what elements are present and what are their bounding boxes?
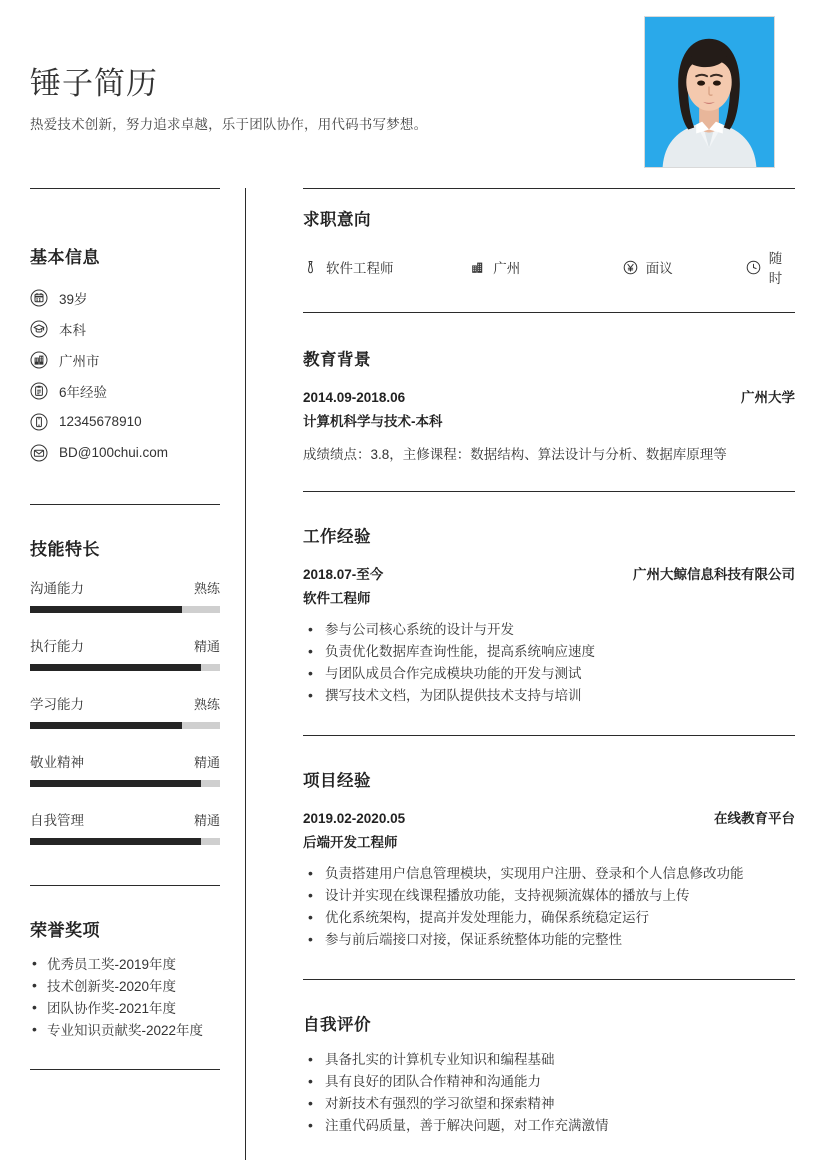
clock-icon bbox=[746, 260, 761, 275]
sidebar-divider-3 bbox=[30, 1069, 220, 1070]
section-title-project: 项目经验 bbox=[303, 772, 371, 790]
list-item: • 参与前后端接口对接，保证系统整体功能的完整性 bbox=[303, 929, 795, 951]
skill-name: 敬业精神 bbox=[30, 755, 84, 770]
list-item: • 具备扎实的计算机专业知识和编程基础 bbox=[303, 1049, 795, 1071]
resume-body bbox=[0, 180, 820, 1160]
intent-item-city bbox=[470, 247, 623, 287]
education-school: 广州大学 bbox=[741, 390, 795, 405]
skill-level: 精通 bbox=[193, 813, 220, 828]
skill-level: 精通 bbox=[193, 755, 220, 770]
list-item: • 专业知识贡献奖-2022年度 bbox=[30, 1020, 220, 1041]
info-value-phone: 12345678910 bbox=[59, 414, 142, 429]
info-value-experience: 6年经验 bbox=[59, 384, 108, 400]
avatar bbox=[644, 16, 775, 168]
envelope-icon bbox=[30, 444, 48, 462]
work-entry-head bbox=[303, 563, 795, 583]
skill-item bbox=[30, 693, 220, 729]
header-slogan: 热爱技术创新，努力追求卓越，乐于团队协作，用代码书写梦想。 bbox=[30, 117, 428, 132]
skill-item bbox=[30, 751, 220, 787]
section-work-experience bbox=[303, 492, 795, 707]
intent-value-city: 广州 bbox=[493, 261, 521, 276]
education-date: 2014.09-2018.06 bbox=[303, 390, 406, 405]
work-role: 软件工程师 bbox=[303, 591, 371, 606]
necktie-icon bbox=[303, 260, 318, 275]
sidebar bbox=[30, 180, 220, 1070]
section-title-job-intention: 求职意向 bbox=[303, 211, 371, 229]
skill-progress-track bbox=[30, 664, 220, 671]
skill-level: 精通 bbox=[193, 639, 220, 654]
project-entry-head bbox=[303, 807, 795, 827]
work-company: 广州大鲸信息科技有限公司 bbox=[633, 567, 795, 582]
section-honors bbox=[30, 886, 220, 1041]
project-role: 后端开发工程师 bbox=[303, 835, 398, 850]
skill-progress-fill bbox=[30, 664, 201, 671]
calendar-icon bbox=[30, 289, 48, 307]
list-item: • 技术创新奖-2020年度 bbox=[30, 976, 220, 997]
info-value-city: 广州市 bbox=[59, 353, 100, 369]
main-content bbox=[303, 180, 795, 1160]
info-row-phone bbox=[30, 406, 220, 437]
section-basic-info bbox=[30, 180, 220, 468]
info-value-age: 39岁 bbox=[59, 291, 88, 307]
work-date: 2018.07-至今 bbox=[303, 567, 384, 582]
intent-item-position bbox=[303, 247, 470, 287]
skill-name: 自我管理 bbox=[30, 813, 84, 828]
skill-item bbox=[30, 577, 220, 613]
skill-level: 熟练 bbox=[193, 697, 220, 712]
skill-progress-fill bbox=[30, 838, 201, 845]
column-divider bbox=[245, 188, 246, 1160]
intent-item-availability bbox=[746, 247, 795, 287]
skill-item bbox=[30, 809, 220, 845]
list-item: • 撰写技术文档，为团队提供技术支持与培训 bbox=[303, 685, 795, 707]
info-row-email bbox=[30, 437, 220, 468]
building-icon bbox=[30, 351, 48, 369]
job-intention-list bbox=[303, 247, 795, 287]
section-title-self-evaluation: 自我评价 bbox=[303, 1016, 371, 1034]
skill-item bbox=[30, 635, 220, 671]
list-item: • 优化系统架构，提高并发处理能力，确保系统稳定运行 bbox=[303, 907, 795, 929]
list-item: • 与团队成员合作完成模块功能的开发与测试 bbox=[303, 663, 795, 685]
skill-progress-fill bbox=[30, 780, 201, 787]
project-date: 2019.02-2020.05 bbox=[303, 811, 406, 826]
info-row-city bbox=[30, 344, 220, 375]
basic-info-list bbox=[30, 282, 220, 468]
intent-value-position: 软件工程师 bbox=[326, 261, 394, 276]
skill-level: 熟练 bbox=[193, 581, 220, 596]
skill-progress-fill bbox=[30, 722, 182, 729]
skill-progress-track bbox=[30, 780, 220, 787]
section-project-experience bbox=[303, 736, 795, 951]
list-item: • 设计并实现在线课程播放功能，支持视频流媒体的播放与上传 bbox=[303, 885, 795, 907]
list-item: • 团队协作奖-2021年度 bbox=[30, 998, 220, 1019]
section-job-intention bbox=[303, 180, 795, 287]
section-title-skills: 技能特长 bbox=[30, 540, 100, 559]
skill-progress-track bbox=[30, 606, 220, 613]
skill-progress-fill bbox=[30, 606, 182, 613]
intent-value-salary: 面议 bbox=[645, 261, 673, 276]
list-item: • 负责优化数据库查询性能，提高系统响应速度 bbox=[303, 641, 795, 663]
info-row-experience bbox=[30, 375, 220, 406]
list-item: • 负责搭建用户信息管理模块，实现用户注册、登录和个人信息修改功能 bbox=[303, 863, 795, 885]
list-item: • 参与公司核心系统的设计与开发 bbox=[303, 619, 795, 641]
clipboard-icon bbox=[30, 382, 48, 400]
list-item: • 对新技术有强烈的学习欲望和探索精神 bbox=[303, 1093, 795, 1115]
graduation-cap-icon bbox=[30, 320, 48, 338]
education-major: 计算机科学与技术-本科 bbox=[303, 414, 443, 429]
info-row-age bbox=[30, 282, 220, 313]
section-skills bbox=[30, 505, 220, 845]
self-evaluation-bullets bbox=[303, 1049, 795, 1137]
education-entry-head bbox=[303, 386, 795, 406]
skill-name: 学习能力 bbox=[30, 697, 84, 712]
section-title-education: 教育背景 bbox=[303, 351, 371, 369]
project-company: 在线教育平台 bbox=[714, 811, 795, 826]
list-item: • 具有良好的团队合作精神和沟通能力 bbox=[303, 1071, 795, 1093]
info-row-education bbox=[30, 313, 220, 344]
work-bullets bbox=[303, 619, 795, 707]
skill-name: 沟通能力 bbox=[30, 581, 84, 596]
intent-item-salary bbox=[623, 247, 746, 287]
phone-icon bbox=[30, 413, 48, 431]
honor-list bbox=[30, 954, 220, 1041]
resume-header bbox=[0, 0, 820, 180]
skill-progress-track bbox=[30, 722, 220, 729]
skill-name: 执行能力 bbox=[30, 639, 84, 654]
info-value-email: BD@100chui.com bbox=[59, 445, 169, 460]
skill-progress-track bbox=[30, 838, 220, 845]
yen-icon bbox=[623, 260, 638, 275]
project-bullets bbox=[303, 863, 795, 951]
info-value-education: 本科 bbox=[59, 322, 86, 338]
education-note: 成绩绩点：3.8，主修课程：数据结构、算法设计与分析、数据库原理等 bbox=[303, 447, 727, 462]
intent-value-availability: 随时 bbox=[768, 251, 783, 286]
section-title-basic-info: 基本信息 bbox=[30, 248, 100, 267]
section-education bbox=[303, 313, 795, 463]
section-title-work: 工作经验 bbox=[303, 528, 371, 546]
section-self-evaluation bbox=[303, 980, 795, 1137]
section-title-honors: 荣誉奖项 bbox=[30, 921, 100, 940]
list-item: • 注重代码质量，善于解决问题，对工作充满激情 bbox=[303, 1115, 795, 1137]
page-title: 锤子简历 bbox=[30, 66, 158, 101]
list-item: • 优秀员工奖-2019年度 bbox=[30, 954, 220, 975]
building-icon bbox=[470, 260, 485, 275]
